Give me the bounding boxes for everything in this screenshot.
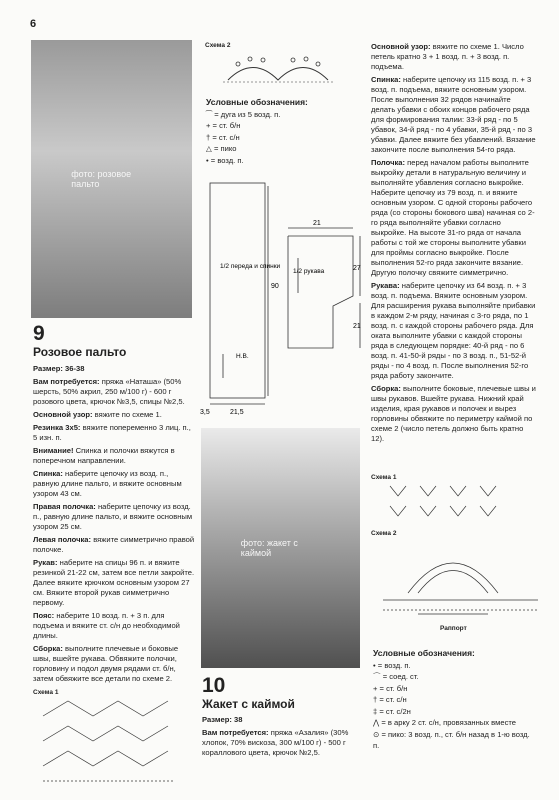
svg-text:21: 21	[353, 323, 361, 330]
dc-icon: †	[373, 695, 378, 704]
picot-icon: △	[206, 144, 212, 153]
dc-icon: †	[206, 132, 211, 142]
schema1-coat-label: Схема 1	[33, 689, 59, 696]
tr-icon: ‡	[373, 706, 378, 716]
sc-icon: +	[373, 683, 378, 693]
legend-coat: Условные обозначения: ⁀ = дуга из 5 возд. п. + = ст. б/н † = ст. с/н △ = пико • = возд. п.	[206, 97, 308, 165]
coat-photo: фото: розовое пальто	[31, 40, 192, 318]
coat-instructions-2: Основной узор: вяжите по схеме 1. Число петель кратно 3 + 1 возд. п. + 3 возд. п. подъема. Спинка: наберите цепочку из 115 возд. п. + 3 возд. п. подъема, вяжите основным узором. После выполнения 32 рядов начинайте делать убавки с обоих концов рабочего ряда для формирования талии: 33-й ряд - по 5 убавок, 34-й ряд - по 4 убавки, 35-й ряд - по 3 убавки. Далее вяжите без убавлений. Вязание закончите после выполнения 54-го ряда. Полочка: перед началом работы выполните выкройку детали в натуральную величину и выполняйте убавления согласно выкройке. Наберите цепочку из 79 возд. п. и вяжите основным узором. С одной стороны рабочего ряда (со стороны бокового шва) начиная со 2-го ряда выполняйте убавки согласно выкройке. На высоте 31-го ряда от начала работы с той же стороны выполните убавки для проймы согласно выкройке. После выполнения 52-го ряда закончите вязание. Другую полочку свяжите симметрично. Рукава: наберите цепочку из 64 возд. п. + 3 возд. п. подъема. Вяжите основным узором. Для расширения рукава выполняйте прибавки в каждом 2-м ряду, начиная с 3-го ряда, по 1 возд. п. с каждой стороны рабочего ряда. Для оката выполните убавки с каждой стороны ряда в следующем порядке: 40-й ряд - по 6 возд. п. 41-50-й ряды - по 3 возд. п., 51-52-й ряды - по 4 возд. п. После выполнения 52-го ряда работу закончите. Сборка: выполните боковые, плечевые швы и швы рукавов. Вшейте рукава. Нижний край изделия, края рукавов и полочек и вырез горловины обвяжите по периметру каймой по схеме 2 (число петель должно быть кратно 12).	[371, 42, 536, 443]
rapport-label: Раппорт	[440, 625, 467, 632]
picot-icon: ⊙	[373, 729, 380, 739]
half-sleeve-label: 1/2 рукава	[293, 268, 325, 275]
schema1-coat-diagram	[38, 696, 188, 791]
coat-instructions: Размер: 36-38 Вам потребуется: пряжа «Наташа» (50% шерсть, 50% акрил, 250 м/100 г) - 600 г розового цвета, крючок №3,5, спицы №2,5. Основной узор: вяжите по схеме 1. Резинка 3х5: вяжите попеременно 3 лиц. п., 5 изн. п. Внимание! Спинка и полочки вяжутся в поперечном направлении. Спинка: наберите цепочку из возд. п., равную длине пальто, и вяжите основным узором 43 см. Правая полочка: наберите цепочку из возд. п., равную длине пальто, и вяжите основным узором 25 см. Левая полочка: вяжите симметрично правой полочке. Рукав: наберите на спицы 96 п. и вяжите резинкой 21-22 см, затем все петли закройте. Далее вяжите крючком основным узором 27 см. Вяжите второй рукав симметрично первому. Пояс: наберите 10 возд. п. + 3 п. для подъема и вяжите ст. с/н до необходимой длины. Сборка: выполните плечевые и боковые швы, вшейте рукава. Обвяжите полочки, горловину и подол двумя рядами ст. б/н, затем обвяжите все детали по схеме 2.	[33, 364, 195, 683]
jacket-number: 10	[202, 674, 226, 697]
coat-title: Розовое пальто	[33, 345, 127, 359]
legend-jacket: Условные обозначения: • = возд. п. ⌒ = соед. ст. + = ст. б/н † = ст. с/н ‡ = ст. с/2н ⋀ = в арку 2 ст. с/н, провязанных вместе ⊙ = пико: 3 возд. п., ст. б/н назад в 1-ю возд. п.	[373, 648, 530, 750]
jacket-title: Жакет с каймой	[202, 697, 295, 711]
dc2tog-icon: ⋀	[373, 718, 380, 727]
chain-icon: •	[206, 155, 209, 165]
coat-number: 9	[33, 322, 45, 345]
chain-arc-icon: ⁀	[206, 109, 213, 119]
jacket-instructions: Размер: 38 Вам потребуется: пряжа «Азалия» (30% хлопок, 70% вискоза, 300 м/100 г) - 500 г кораллового цвета, крючок №2,5.	[202, 715, 349, 757]
chain-icon: •	[373, 660, 376, 670]
schema2-coat-diagram	[218, 50, 338, 90]
pattern-diagram	[198, 178, 368, 418]
svg-text:27: 27	[353, 265, 361, 272]
grain-label: Н.В.	[236, 353, 249, 360]
schema2-jacket-label: Схема 2	[371, 530, 397, 537]
half-back-label: 1/2 переда и спинки	[220, 263, 281, 270]
svg-text:3,5: 3,5	[200, 409, 210, 416]
slip-stitch-icon: ⌒	[373, 672, 381, 681]
schema1-jacket-diagram	[380, 478, 530, 523]
schema2-coat-label: Схема 2	[205, 42, 231, 49]
sc-icon: +	[206, 121, 211, 130]
schema2-jacket-diagram	[378, 538, 543, 623]
svg-text:21,5: 21,5	[230, 409, 244, 416]
schema1-jacket-label: Схема 1	[371, 474, 397, 481]
page-number: 6	[30, 18, 37, 30]
svg-text:21: 21	[313, 220, 321, 227]
jacket-photo: фото: жакет с каймой	[201, 428, 360, 668]
svg-text:90: 90	[271, 283, 279, 290]
